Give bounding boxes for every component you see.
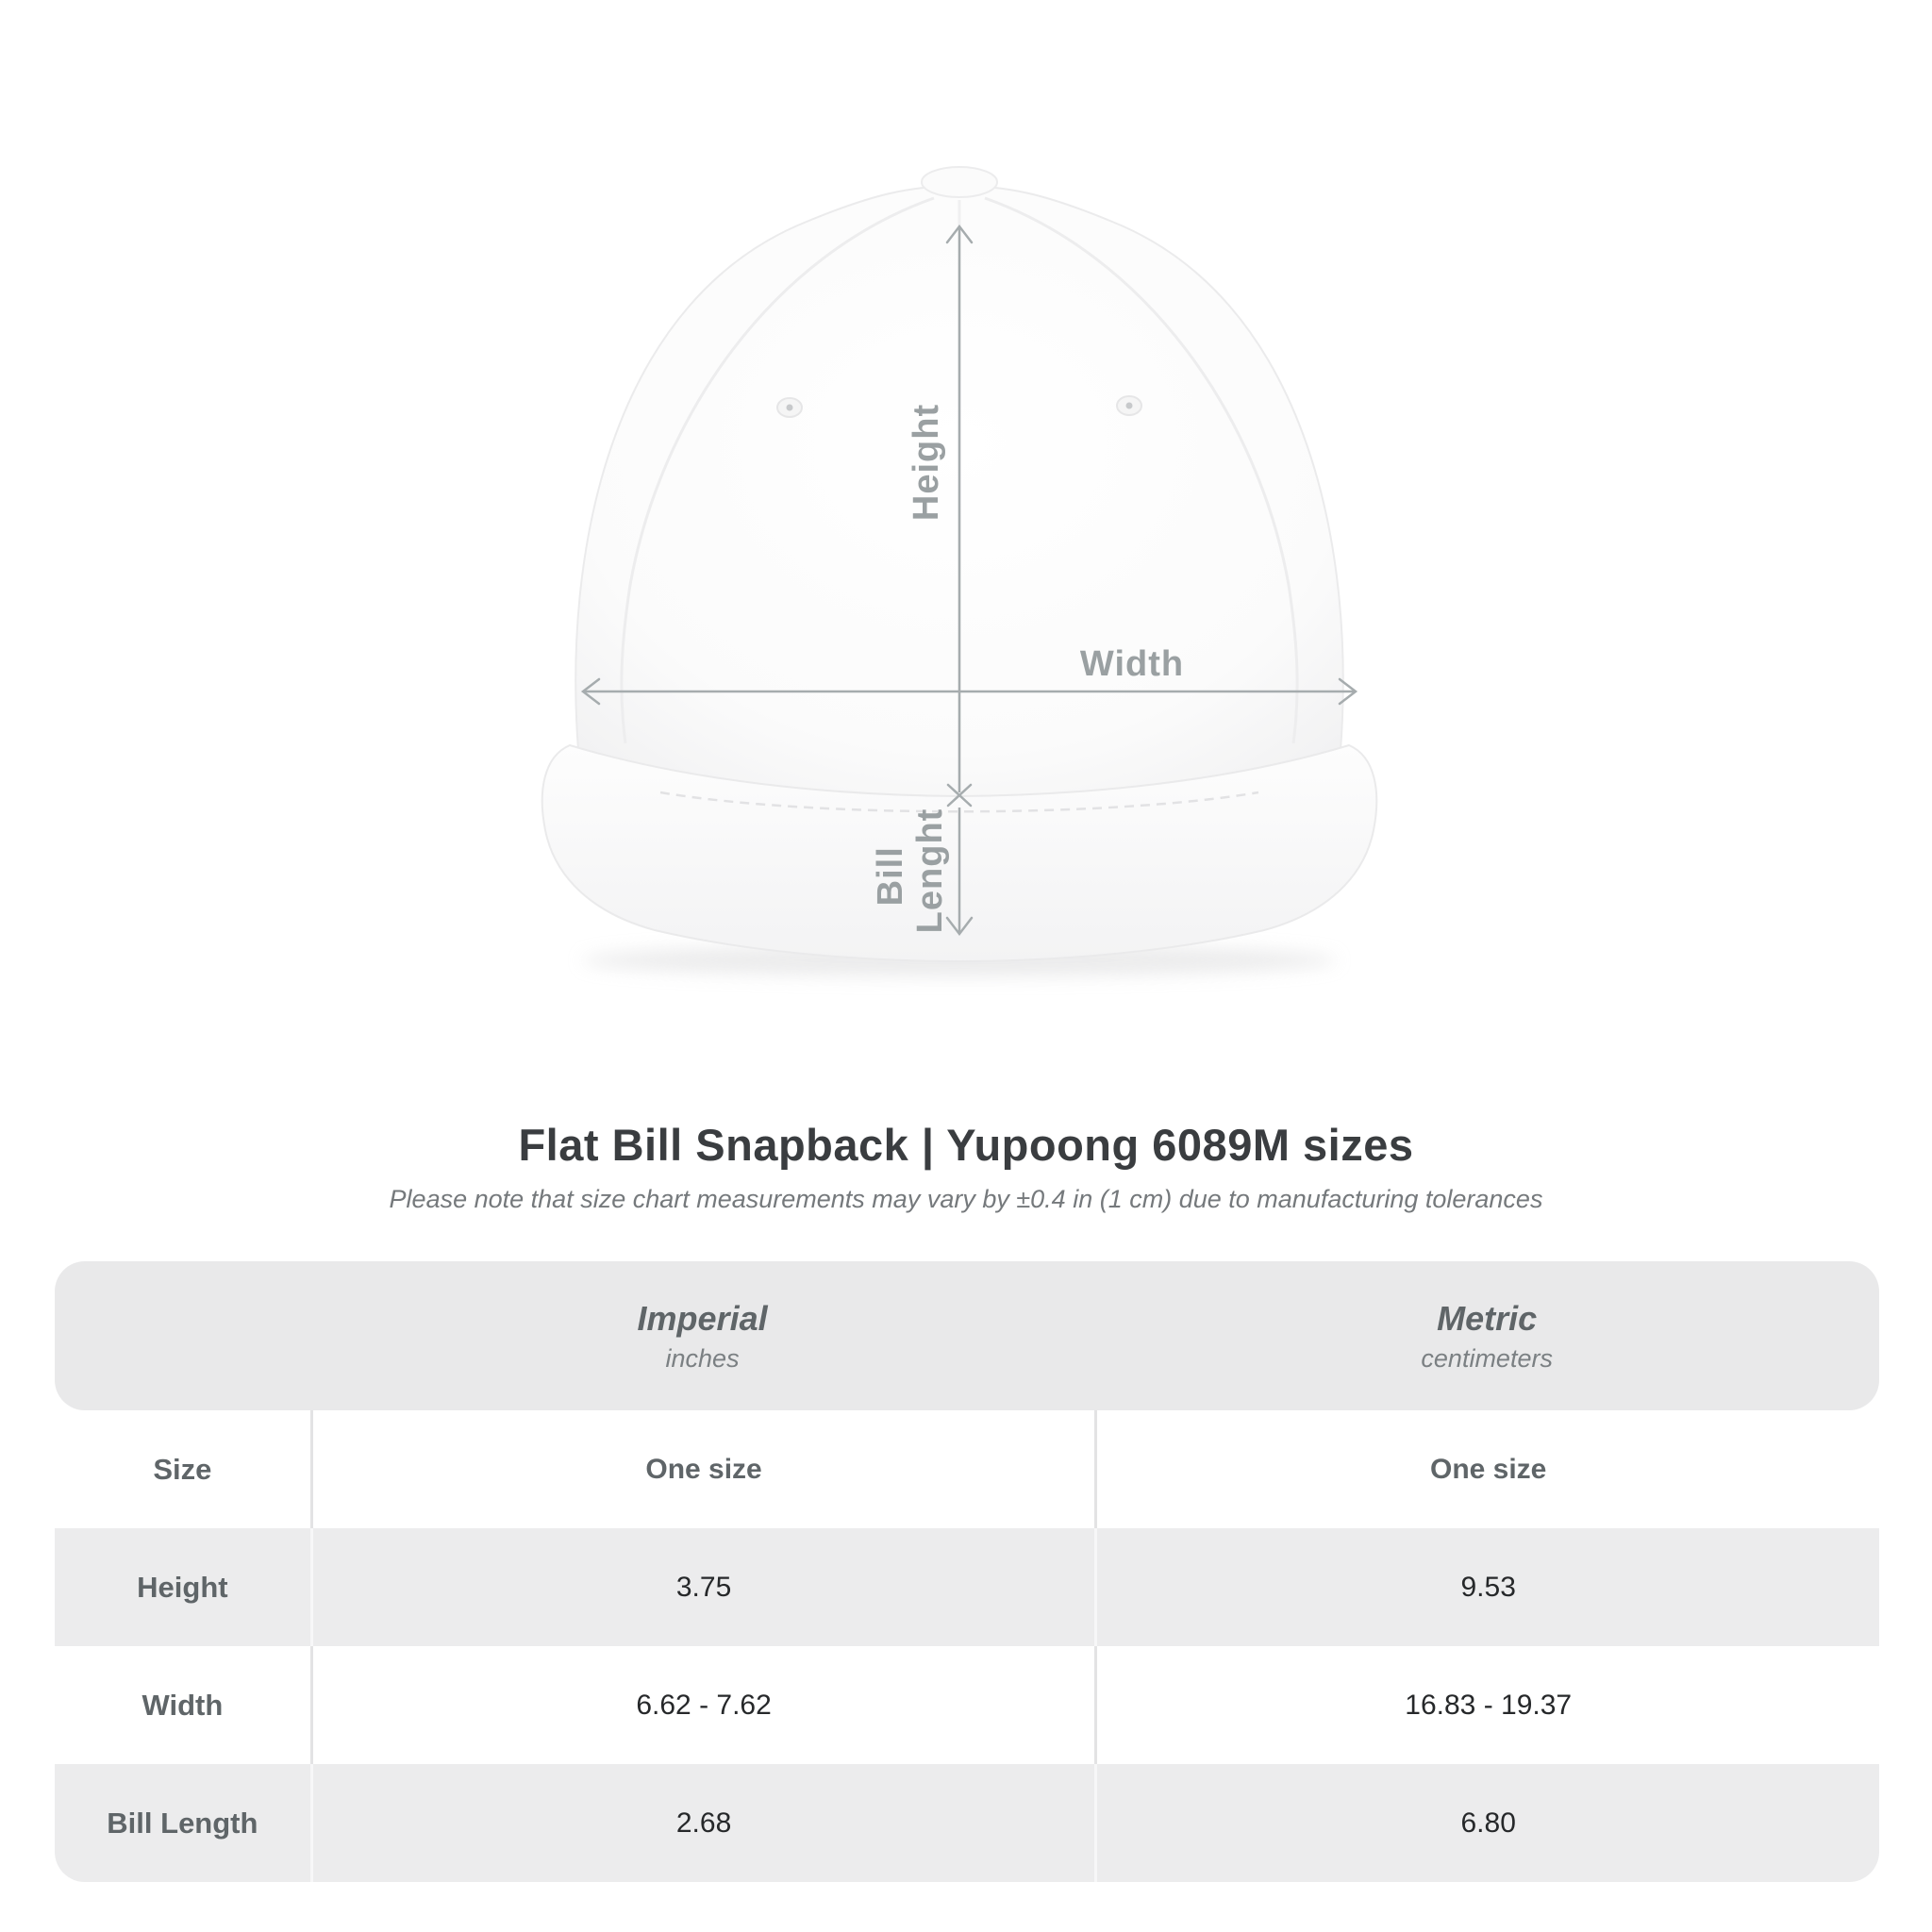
size-chart-table — [55, 1261, 1879, 1882]
heading-block — [0, 1119, 1932, 1214]
row-label: Height — [137, 1570, 228, 1604]
row-label: Bill Length — [107, 1806, 258, 1840]
table-header — [55, 1261, 1879, 1410]
hat-diagram-svg — [377, 132, 1557, 1000]
width-label: Width — [1079, 644, 1185, 684]
column-header-imperial — [310, 1299, 1095, 1374]
hat-eyelet-left — [777, 398, 802, 417]
page-subtitle: Please note that size chart measurements may vary by ±0.4 in (1 cm) due to manufacturing tolerances — [389, 1185, 1543, 1213]
size-metric-value: One size — [1094, 1410, 1879, 1528]
imperial-label: Imperial — [637, 1298, 768, 1338]
height-label: Height — [907, 403, 946, 522]
bill-length-imperial-value: 2.68 — [310, 1764, 1095, 1882]
size-imperial-value: One size — [310, 1410, 1095, 1528]
table-row-size — [55, 1410, 1879, 1528]
page-title: Flat Bill Snapback | Yupoong 6089M sizes — [518, 1120, 1414, 1170]
table-row-bill-length — [55, 1764, 1879, 1882]
row-label: Width — [142, 1688, 224, 1722]
bill-length-label-line1: Bill — [871, 846, 910, 907]
table-row-width — [55, 1646, 1879, 1764]
width-metric-value: 16.83 - 19.37 — [1094, 1646, 1879, 1764]
hat-eyelet-right — [1117, 396, 1141, 415]
metric-label: Metric — [1437, 1298, 1538, 1338]
row-label: Size — [153, 1452, 212, 1486]
bill-length-label-line2: Lenght — [910, 808, 950, 934]
height-metric-value: 9.53 — [1094, 1528, 1879, 1646]
imperial-unit: inches — [665, 1343, 740, 1373]
width-imperial-value: 6.62 - 7.62 — [310, 1646, 1095, 1764]
metric-unit: centimeters — [1421, 1343, 1553, 1373]
hat-button — [922, 167, 997, 197]
bill-length-metric-value: 6.80 — [1094, 1764, 1879, 1882]
hat-size-diagram — [377, 132, 1557, 1000]
column-header-metric — [1094, 1299, 1879, 1374]
height-imperial-value: 3.75 — [310, 1528, 1095, 1646]
table-row-height — [55, 1528, 1879, 1646]
